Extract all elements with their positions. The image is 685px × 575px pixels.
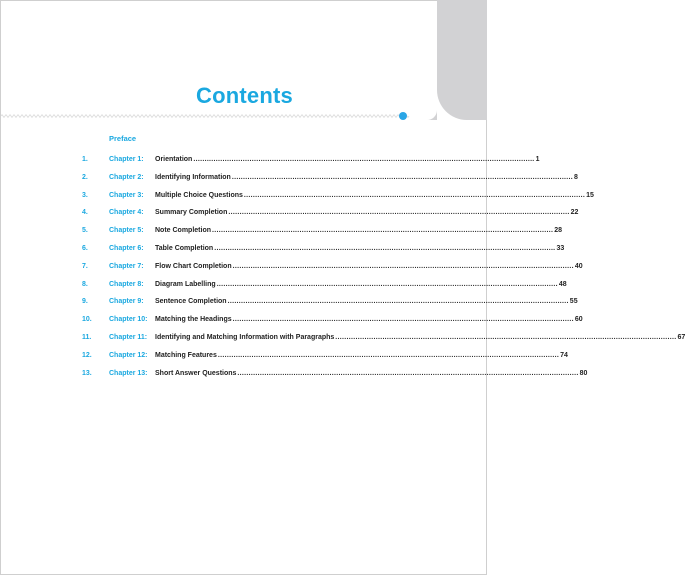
toc-entry-line xyxy=(155,225,563,237)
toc-entry-chapter: Chapter 5: xyxy=(109,227,144,235)
toc-entry-line xyxy=(155,279,567,291)
toc-entry-page: 1 xyxy=(535,156,540,163)
toc-entry-page: 80 xyxy=(579,369,588,377)
toc-entry-line xyxy=(155,350,568,362)
toc-entry-page: 28 xyxy=(554,227,563,235)
dot-leader: ........................................................................................................................................................ xyxy=(231,173,574,181)
toc-entry[interactable] xyxy=(1,296,578,308)
toc-entry-chapter: Chapter 6: xyxy=(109,245,144,252)
preface-link[interactable]: Preface xyxy=(109,134,137,143)
toc-entry-page: 55 xyxy=(569,298,578,306)
toc-entry-chapter: Chapter 12: xyxy=(109,351,148,359)
dot-leader: ........................................................................................................................................................ xyxy=(217,351,560,359)
page-title: Contents xyxy=(196,83,293,108)
toc-entry-number: 6. xyxy=(82,245,88,252)
toc-entry-title: Diagram Labelling xyxy=(155,280,216,288)
toc-entry-chapter: Chapter 8: xyxy=(109,280,144,288)
toc-entry[interactable] xyxy=(1,279,567,291)
toc-entry-title: Summary Completion xyxy=(155,209,228,217)
toc-entry-line xyxy=(155,243,565,255)
dot-leader: ........................................................................................................................................................ xyxy=(232,316,574,324)
toc-entry-line xyxy=(155,368,588,380)
toc-entry-page: 40 xyxy=(574,262,583,270)
toc-entry[interactable] xyxy=(1,243,565,255)
toc-entry[interactable] xyxy=(1,368,588,380)
toc-entry-line xyxy=(155,207,579,219)
toc-entry-number: 3. xyxy=(82,191,88,199)
dot-leader: ........................................................................................................................................................ xyxy=(214,245,556,252)
toc-entry[interactable] xyxy=(1,350,568,362)
toc-entry-page: 8 xyxy=(574,173,578,181)
toc-entry-number: 10. xyxy=(82,316,92,324)
toc-entry-page: 67 xyxy=(677,334,685,341)
toc-entry[interactable] xyxy=(1,261,583,273)
toc-entry-title: Matching the Headings xyxy=(155,316,232,324)
toc-entry-number: 13. xyxy=(82,369,92,377)
toc-entry-title: Identifying and Matching Information with Paragraphs xyxy=(155,334,335,341)
toc-entry-line xyxy=(155,314,583,326)
toc-entry[interactable] xyxy=(1,314,583,326)
toc-entry-page: 60 xyxy=(574,316,583,324)
toc-entry-page: 22 xyxy=(570,209,579,217)
dot-leader: ........................................................................................................................................................ xyxy=(228,209,570,217)
toc-entry-title: Sentence Completion xyxy=(155,298,227,306)
toc-entry-line xyxy=(155,261,583,273)
toc-entry-page: 74 xyxy=(560,351,568,359)
toc-entry-page: 33 xyxy=(556,245,565,252)
toc-entry[interactable] xyxy=(1,225,563,237)
toc-entry-number: 12. xyxy=(82,351,92,359)
toc-entry-chapter: Chapter 2: xyxy=(109,173,144,181)
dot-leader: ........................................................................................................................................................ xyxy=(212,227,554,235)
toc-entry-chapter: Chapter 11: xyxy=(109,334,148,341)
toc-entry-line xyxy=(155,332,685,344)
dot-leader: ........................................................................................................................................................ xyxy=(237,369,579,377)
toc-entry-page: 48 xyxy=(558,280,567,288)
rule-end-dot xyxy=(399,112,407,120)
decorative-wave-rule xyxy=(1,113,405,119)
toc-entry-title: Note Completion xyxy=(155,227,211,235)
toc-entry-title: Matching Features xyxy=(155,351,217,359)
toc-entry-line xyxy=(155,154,540,166)
toc-entry-chapter: Chapter 10: xyxy=(109,316,148,324)
dot-leader: ........................................................................................................................................................ xyxy=(193,156,535,163)
toc-entry-number: 5. xyxy=(82,227,88,235)
toc-entry-number: 11. xyxy=(82,334,92,341)
toc-entry-line xyxy=(155,296,578,308)
dot-leader: ........................................................................................................................................................ xyxy=(216,280,558,288)
toc-entry[interactable] xyxy=(1,172,578,184)
toc-entry[interactable] xyxy=(1,207,579,219)
dot-leader: ........................................................................................................................................................ xyxy=(335,334,677,341)
toc-entry-number: 4. xyxy=(82,209,88,217)
toc-entry-title: Flow Chart Completion xyxy=(155,262,232,270)
toc-entry[interactable] xyxy=(1,154,540,166)
toc-entry-chapter: Chapter 4: xyxy=(109,209,144,217)
toc-entry[interactable] xyxy=(1,332,685,344)
toc-entry-chapter: Chapter 7: xyxy=(109,262,144,270)
toc-entry-title: Orientation xyxy=(155,156,193,163)
toc-entry-title: Short Answer Questions xyxy=(155,369,237,377)
toc-entry-page: 15 xyxy=(586,191,594,199)
dot-leader: ........................................................................................................................................................ xyxy=(243,191,586,199)
toc-entry-number: 2. xyxy=(82,173,88,181)
toc-entry-number: 1. xyxy=(82,156,88,163)
toc-entry-title: Table Completion xyxy=(155,245,214,252)
toc-entry-chapter: Chapter 13: xyxy=(109,369,148,377)
toc-entry-number: 7. xyxy=(82,262,88,270)
toc-entry-chapter: Chapter 9: xyxy=(109,298,144,306)
toc-entry-chapter: Chapter 1: xyxy=(109,156,144,163)
toc-entry-line xyxy=(155,190,594,202)
toc-entry-title: Multiple Choice Questions xyxy=(155,191,243,199)
toc-entry-title: Identifying Information xyxy=(155,173,231,181)
toc-entry-chapter: Chapter 3: xyxy=(109,191,144,199)
toc-entry-number: 8. xyxy=(82,280,88,288)
toc-entry-number: 9. xyxy=(82,298,88,306)
toc-entry-line xyxy=(155,172,578,184)
dot-leader: ........................................................................................................................................................ xyxy=(232,262,574,270)
dot-leader: ........................................................................................................................................................ xyxy=(227,298,569,306)
toc-entry[interactable] xyxy=(1,190,594,202)
